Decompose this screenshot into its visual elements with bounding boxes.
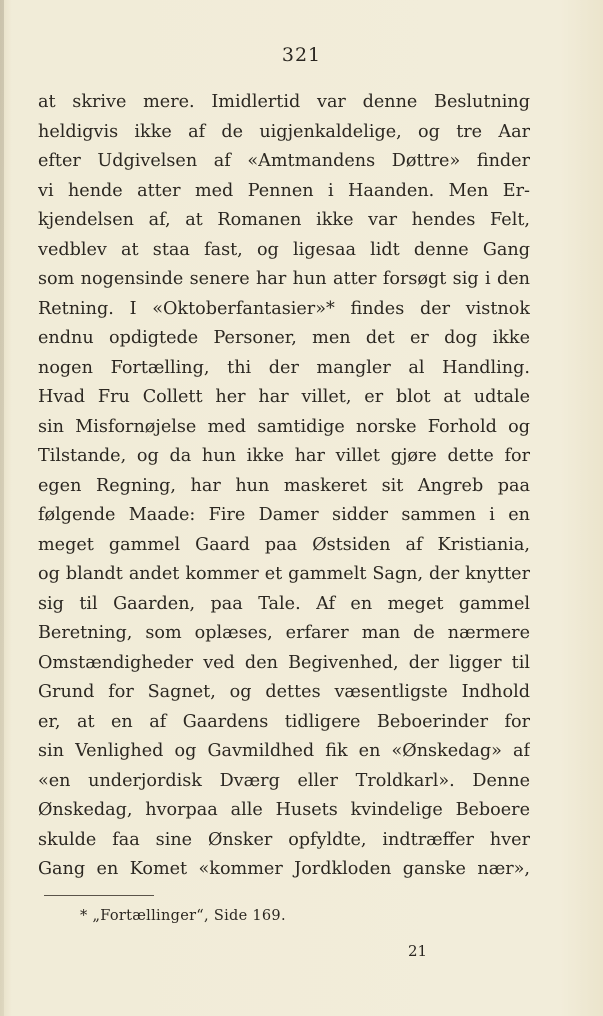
text-line: som nogensinde senere har hun atter forsøgt sig i den	[38, 269, 530, 289]
text-line: Gang en Komet «kommer Jordkloden ganske nær»,	[38, 859, 530, 879]
text-line: Beretning, som oplæses, erfarer man de nærmere	[38, 623, 530, 643]
text-line: og blandt andet kommer et gammelt Sagn, der knytter	[38, 564, 530, 584]
text-line: skulde faa sine Ønsker opfyldte, indtræffer hver	[38, 829, 530, 850]
text-line: meget gammel Gaard paa Østsiden af Kristiania,	[38, 534, 530, 555]
text-line: vi hende atter med Pennen i Haanden. Men Er-	[38, 180, 530, 201]
body-text	[38, 88, 530, 885]
text-line: heldigvis ikke af de uigjenkaldelige, og tre Aar	[38, 121, 530, 142]
page-number: 321	[281, 44, 322, 66]
text-line: «en underjordisk Dværg eller Troldkarl». Denne	[38, 770, 530, 791]
text-line: efter Udgivelsen af «Amtmandens Døttre» finder	[38, 151, 530, 171]
text-line: egen Regning, har hun maskeret sit Angreb paa	[38, 475, 530, 496]
text-line: Grund for Sagnet, og dettes væsentligste Indhold	[38, 682, 530, 702]
text-line: sin Venlighed og Gavmildhed fik en «Ønskedag» af	[38, 741, 530, 761]
text-line: sig til Gaarden, paa Tale. Af en meget gammel	[38, 593, 530, 614]
footnote: * „Fortællinger“, Side 169.	[80, 908, 286, 924]
text-line: kjendelsen af, at Romanen ikke var hendes Felt,	[38, 210, 530, 230]
text-line: sin Misfornøjelse med samtidige norske Forhold og	[38, 416, 530, 437]
text-line: Tilstande, og da hun ikke har villet gjøre dette for	[38, 446, 530, 466]
text-line: er, at en af Gaardens tidligere Beboerinder for	[38, 711, 530, 732]
text-line: Ønskedag, hvorpaa alle Husets kvindelige Beboere	[38, 800, 530, 820]
text-line: nogen Fortælling, thi der mangler al Handling.	[38, 357, 530, 378]
text-line: Retning. I «Oktoberfantasier»* findes der vistnok	[38, 298, 530, 319]
text-line: Omstændigheder ved den Begivenhed, der ligger til	[38, 652, 530, 673]
text-line: følgende Maade: Fire Damer sidder sammen i en	[38, 505, 530, 525]
signature-mark: 21	[408, 942, 428, 960]
text-line: Hvad Fru Collett her har villet, er blot at udtale	[38, 387, 530, 407]
page-edge-shadow	[0, 0, 4, 1016]
text-line: vedblev at staa fast, og ligesaa lidt denne Gang	[38, 239, 530, 260]
text-line: endnu opdigtede Personer, men det er dog ikke	[38, 328, 530, 348]
footnote-divider	[44, 895, 154, 896]
text-line: at skrive mere. Imidlertid var denne Beslutning	[38, 92, 530, 112]
